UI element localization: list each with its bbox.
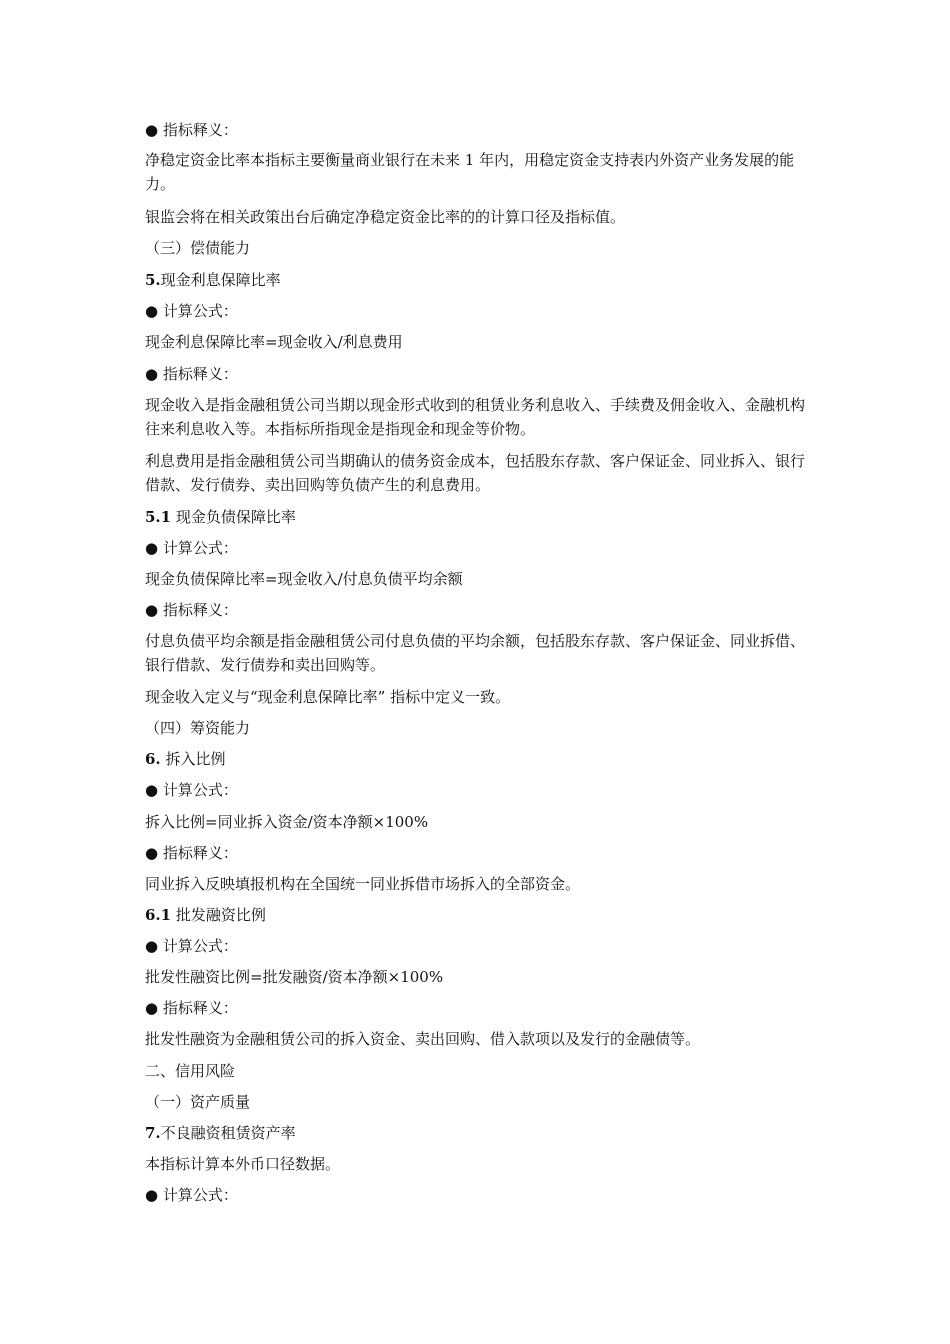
item-title: 不良融资租赁资产率: [160, 1124, 296, 1142]
bullet-heading: ● 计算公式：: [145, 302, 238, 320]
paragraph: 净稳定资金比率本指标主要衡量商业银行在未来 1 年内，用稳定资金支持表内外资产业务发展的能力。: [145, 151, 795, 193]
bullet-heading: ● 指标释义：: [145, 365, 238, 383]
formula: 拆入比例=同业拆入资金/资本净额×100%: [145, 813, 429, 831]
paragraph: 利息费用是指金融租赁公司当期确认的债务资金成本，包括股东存款、客户保证金、同业拆入、银行借款、发行债券、卖出回购等负债产生的利息费用。: [145, 452, 806, 494]
item-number: 5.1: [145, 508, 172, 526]
section-heading: （一）资产质量: [145, 1093, 251, 1111]
paragraph: 付息负债平均余额是指金融租赁公司付息负债的平均余额，包括股东存款、客户保证金、同业拆借、银行借款、发行债券和卖出回购等。: [145, 632, 806, 674]
bullet-heading: ● 指标释义：: [145, 601, 238, 619]
bullet-heading: ● 指标释义：: [145, 121, 238, 139]
bullet-heading: ● 指标释义：: [145, 844, 238, 862]
item-title: 批发融资比例: [171, 906, 266, 924]
item-number: 6.: [145, 750, 161, 768]
formula: 批发性融资比例=批发融资/资本净额×100%: [145, 968, 444, 986]
section-heading: （四）筹资能力: [145, 719, 251, 737]
item-heading: [145, 747, 815, 771]
item-heading: [145, 268, 815, 292]
bullet-heading: ● 指标释义：: [145, 999, 238, 1017]
formula: 现金负债保障比率=现金收入/付息负债平均余额: [145, 570, 463, 588]
item-heading: [145, 1121, 815, 1145]
paragraph: 同业拆入反映填报机构在全国统一同业拆借市场拆入的全部资金。: [145, 875, 581, 893]
bullet-heading: ● 计算公式：: [145, 539, 238, 557]
item-heading: [145, 903, 815, 927]
paragraph: 银监会将在相关政策出台后确定净稳定资金比率的的计算口径及指标值。: [145, 208, 626, 226]
item-title: 现金利息保障比率: [160, 271, 281, 289]
section-heading: （三）偿债能力: [145, 239, 251, 257]
chapter-heading: 二、信用风险: [145, 1062, 236, 1080]
item-number: 7.: [145, 1124, 161, 1142]
item-number: 5.: [145, 271, 161, 289]
item-number: 6.1: [145, 906, 172, 924]
formula: 现金利息保障比率=现金收入/利息费用: [145, 333, 403, 351]
bullet-heading: ● 计算公式：: [145, 781, 238, 799]
paragraph: 现金收入定义与“现金利息保障比率” 指标中定义一致。: [145, 688, 511, 706]
bullet-heading: ● 计算公式：: [145, 937, 238, 955]
paragraph: 批发性融资为金融租赁公司的拆入资金、卖出回购、借入款项以及发行的金融债等。: [145, 1030, 701, 1048]
item-heading: [145, 505, 815, 529]
item-title: 拆入比例: [160, 750, 226, 768]
item-title: 现金负债保障比率: [171, 508, 296, 526]
paragraph: 本指标计算本外币口径数据。: [145, 1155, 341, 1173]
paragraph: 现金收入是指金融租赁公司当期以现金形式收到的租赁业务利息收入、手续费及佣金收入、金融机构往来利息收入等。本指标所指现金是指现金和现金等价物。: [145, 396, 806, 438]
bullet-heading: ● 计算公式：: [145, 1186, 238, 1204]
